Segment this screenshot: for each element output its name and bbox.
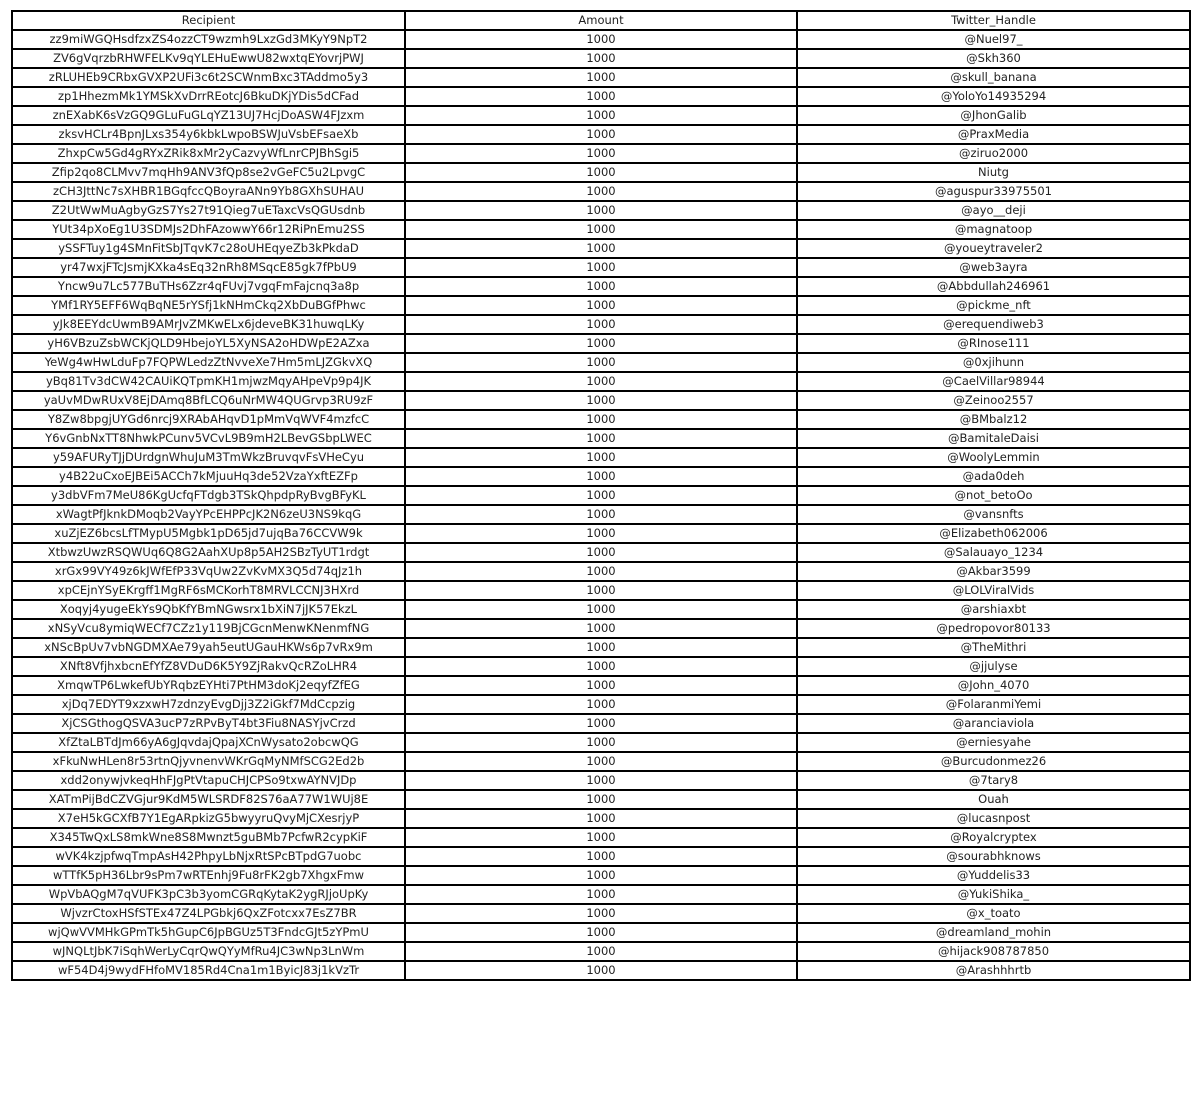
twitter-handle-cell: @John_4070 bbox=[797, 676, 1190, 695]
recipient-cell: XmqwTP6LwkefUbYRqbzEYHti7PtHM3doKj2eqyfZfEG bbox=[12, 676, 405, 695]
twitter-handle-cell: @youeytraveler2 bbox=[797, 239, 1190, 258]
recipient-cell: X7eH5kGCXfB7Y1EgARpkizG5bwyyruQvyMjCXesrjyP bbox=[12, 809, 405, 828]
amount-cell: 1000 bbox=[405, 353, 797, 372]
recipient-cell: XATmPijBdCZVGjur9KdM5WLSRDF82S76aA77W1WUj8E bbox=[12, 790, 405, 809]
twitter-handle-cell: @BamitaleDaisi bbox=[797, 429, 1190, 448]
table-row bbox=[12, 448, 1190, 467]
twitter-handle-cell: @x_toato bbox=[797, 904, 1190, 923]
recipient-cell: zCH3JttNc7sXHBR1BGqfccQBoyraANn9Yb8GXhSUHAU bbox=[12, 182, 405, 201]
table-row bbox=[12, 353, 1190, 372]
table-row bbox=[12, 334, 1190, 353]
amount-cell: 1000 bbox=[405, 68, 797, 87]
recipient-cell: XjCSGthogQSVA3ucP7zRPvByT4bt3Fiu8NASYjvCrzd bbox=[12, 714, 405, 733]
recipient-cell: wJNQLtJbK7iSqhWerLyCqrQwQYyMfRu4JC3wNp3LnWm bbox=[12, 942, 405, 961]
amount-cell: 1000 bbox=[405, 239, 797, 258]
twitter-handle-cell: @lucasnpost bbox=[797, 809, 1190, 828]
twitter-handle-cell: @Salauayo_1234 bbox=[797, 543, 1190, 562]
amount-cell: 1000 bbox=[405, 258, 797, 277]
twitter-handle-cell: @Akbar3599 bbox=[797, 562, 1190, 581]
twitter-handle-cell: @arshiaxbt bbox=[797, 600, 1190, 619]
table-row bbox=[12, 676, 1190, 695]
recipient-cell: xFkuNwHLen8r53rtnQjyvnenvWKrGqMyNMfSCG2Ed2b bbox=[12, 752, 405, 771]
twitter-handle-cell: @ayo__deji bbox=[797, 201, 1190, 220]
amount-cell: 1000 bbox=[405, 87, 797, 106]
amount-cell: 1000 bbox=[405, 790, 797, 809]
twitter-handle-cell: @Arashhhrtb bbox=[797, 961, 1190, 980]
table-row bbox=[12, 524, 1190, 543]
amount-cell: 1000 bbox=[405, 923, 797, 942]
table-row bbox=[12, 600, 1190, 619]
table-row bbox=[12, 657, 1190, 676]
amount-cell: 1000 bbox=[405, 676, 797, 695]
twitter-handle-cell: @Burcudonmez26 bbox=[797, 752, 1190, 771]
twitter-handle-cell: @ziruo2000 bbox=[797, 144, 1190, 163]
recipient-cell: wVK4kzjpfwqTmpAsH42PhpyLbNjxRtSPcBTpdG7uobc bbox=[12, 847, 405, 866]
recipient-cell: Z2UtWwMuAgbyGzS7Ys27t91Qieg7uETaxcVsQGUsdnb bbox=[12, 201, 405, 220]
recipient-cell: YeWg4wHwLduFp7FQPWLedzZtNvveXe7Hm5mLJZGkvXQ bbox=[12, 353, 405, 372]
amount-cell: 1000 bbox=[405, 486, 797, 505]
table-row bbox=[12, 562, 1190, 581]
recipient-cell: zp1HhezmMk1YMSkXvDrrREotcJ6BkuDKjYDis5dCFad bbox=[12, 87, 405, 106]
amount-cell: 1000 bbox=[405, 163, 797, 182]
amount-cell: 1000 bbox=[405, 600, 797, 619]
table-row bbox=[12, 49, 1190, 68]
amount-cell: 1000 bbox=[405, 296, 797, 315]
amount-cell: 1000 bbox=[405, 372, 797, 391]
recipient-table bbox=[11, 10, 1191, 981]
amount-cell: 1000 bbox=[405, 714, 797, 733]
table-row bbox=[12, 885, 1190, 904]
amount-cell: 1000 bbox=[405, 30, 797, 49]
recipient-cell: ySSFTuy1g4SMnFitSbJTqvK7c28oUHEqyeZb3kPkdaD bbox=[12, 239, 405, 258]
recipient-cell: Xoqyj4yugeEkYs9QbKfYBmNGwsrx1bXiN7jJK57EkzL bbox=[12, 600, 405, 619]
table-row bbox=[12, 106, 1190, 125]
recipient-cell: xpCEjnYSyEKrgff1MgRF6sMCKorhT8MRVLCCNJ3HXrd bbox=[12, 581, 405, 600]
twitter-handle-cell: @0xjihunn bbox=[797, 353, 1190, 372]
twitter-handle-cell: @ada0deh bbox=[797, 467, 1190, 486]
recipient-cell: xjDq7EDYT9xzxwH7zdnzyEvgDjj3Z2iGkf7MdCcpzig bbox=[12, 695, 405, 714]
table-row bbox=[12, 619, 1190, 638]
amount-cell: 1000 bbox=[405, 201, 797, 220]
table-row bbox=[12, 315, 1190, 334]
table-row bbox=[12, 961, 1190, 980]
table-row bbox=[12, 30, 1190, 49]
twitter-handle-cell: @not_betoOo bbox=[797, 486, 1190, 505]
amount-cell: 1000 bbox=[405, 277, 797, 296]
table-row bbox=[12, 258, 1190, 277]
table-row bbox=[12, 714, 1190, 733]
twitter-handle-cell: @hijack908787850 bbox=[797, 942, 1190, 961]
amount-cell: 1000 bbox=[405, 771, 797, 790]
table-header bbox=[12, 11, 1190, 30]
table-row bbox=[12, 904, 1190, 923]
recipient-cell: YMf1RY5EFF6WqBqNE5rYSfj1kNHmCkq2XbDuBGfPhwc bbox=[12, 296, 405, 315]
twitter-handle-cell: @Elizabeth062006 bbox=[797, 524, 1190, 543]
recipient-cell: xNSyVcu8ymiqWECf7CZz1y119BjCGcnMenwKNenmfNG bbox=[12, 619, 405, 638]
column-header-recipient: Recipient bbox=[12, 11, 405, 30]
table-row bbox=[12, 429, 1190, 448]
table-row bbox=[12, 771, 1190, 790]
twitter-handle-cell: @RInose111 bbox=[797, 334, 1190, 353]
amount-cell: 1000 bbox=[405, 220, 797, 239]
twitter-handle-cell: @Skh360 bbox=[797, 49, 1190, 68]
twitter-handle-cell: @TheMithri bbox=[797, 638, 1190, 657]
amount-cell: 1000 bbox=[405, 752, 797, 771]
recipient-cell: Y6vGnbNxTT8NhwkPCunv5VCvL9B9mH2LBevGSbpLWEC bbox=[12, 429, 405, 448]
amount-cell: 1000 bbox=[405, 448, 797, 467]
table-row bbox=[12, 638, 1190, 657]
amount-cell: 1000 bbox=[405, 505, 797, 524]
recipient-cell: yBq81Tv3dCW42CAUiKQTpmKH1mjwzMqyAHpeVp9p4JK bbox=[12, 372, 405, 391]
recipient-cell: XfZtaLBTdJm66yA6gJqvdajQpajXCnWysato2obcwQG bbox=[12, 733, 405, 752]
recipient-cell: zz9miWGQHsdfzxZS4ozzCT9wzmh9LxzGd3MKyY9NpT2 bbox=[12, 30, 405, 49]
table-row bbox=[12, 942, 1190, 961]
header-row bbox=[12, 11, 1190, 30]
amount-cell: 1000 bbox=[405, 961, 797, 980]
amount-cell: 1000 bbox=[405, 942, 797, 961]
table-row bbox=[12, 505, 1190, 524]
twitter-handle-cell: @web3ayra bbox=[797, 258, 1190, 277]
amount-cell: 1000 bbox=[405, 562, 797, 581]
recipient-cell: y3dbVFm7MeU86KgUcfqFTdgb3TSkQhpdpRyBvgBFyKL bbox=[12, 486, 405, 505]
table-row bbox=[12, 87, 1190, 106]
amount-cell: 1000 bbox=[405, 106, 797, 125]
table-row bbox=[12, 391, 1190, 410]
twitter-handle-cell: @vansnfts bbox=[797, 505, 1190, 524]
twitter-handle-cell: @CaelVillar98944 bbox=[797, 372, 1190, 391]
table-row bbox=[12, 277, 1190, 296]
amount-cell: 1000 bbox=[405, 144, 797, 163]
recipient-cell: WpVbAQgM7qVUFK3pC3b3yomCGRqKytaK2ygRJjoUpKy bbox=[12, 885, 405, 904]
table-row bbox=[12, 581, 1190, 600]
twitter-handle-cell: Niutg bbox=[797, 163, 1190, 182]
recipient-cell: ZhxpCw5Gd4gRYxZRik8xMr2yCazvyWfLnrCPJBhSgi5 bbox=[12, 144, 405, 163]
twitter-handle-cell: @dreamland_mohin bbox=[797, 923, 1190, 942]
table-row bbox=[12, 486, 1190, 505]
table-row bbox=[12, 239, 1190, 258]
amount-cell: 1000 bbox=[405, 543, 797, 562]
twitter-handle-cell: @erequendiweb3 bbox=[797, 315, 1190, 334]
amount-cell: 1000 bbox=[405, 847, 797, 866]
recipient-cell: XNft8VfjhxbcnEfYfZ8VDuD6K5Y9ZjRakvQcRZoLHR4 bbox=[12, 657, 405, 676]
twitter-handle-cell: @Nuel97_ bbox=[797, 30, 1190, 49]
recipient-cell: y59AFURyTJjDUrdgnWhuJuM3TmWkzBruvqvFsVHeCyu bbox=[12, 448, 405, 467]
amount-cell: 1000 bbox=[405, 334, 797, 353]
recipient-cell: xuZjEZ6bcsLfTMypU5Mgbk1pD65jd7ujqBa76CCVW9k bbox=[12, 524, 405, 543]
table-row bbox=[12, 144, 1190, 163]
recipient-cell: xNScBpUv7vbNGDMXAe79yah5eutUGauHKWs6p7vRx9m bbox=[12, 638, 405, 657]
table-row bbox=[12, 296, 1190, 315]
twitter-handle-cell: @erniesyahe bbox=[797, 733, 1190, 752]
table-row bbox=[12, 866, 1190, 885]
recipient-cell: yr47wxjFTcJsmjKXka4sEq32nRh8MSqcE85gk7fPbU9 bbox=[12, 258, 405, 277]
table-row bbox=[12, 809, 1190, 828]
recipient-cell: Zfip2qo8CLMvv7mqHh9ANV3fQp8se2vGeFC5u2LpvgC bbox=[12, 163, 405, 182]
amount-cell: 1000 bbox=[405, 581, 797, 600]
recipient-cell: wTTfK5pH36Lbr9sPm7wRTEnhj9Fu8rFK2gb7XhgxFmw bbox=[12, 866, 405, 885]
recipient-cell: XtbwzUwzRSQWUq6Q8G2AahXUp8p5AH2SBzTyUT1rdgt bbox=[12, 543, 405, 562]
recipient-cell: WjvzrCtoxHSfSTEx47Z4LPGbkj6QxZFotcxx7EsZ7BR bbox=[12, 904, 405, 923]
amount-cell: 1000 bbox=[405, 315, 797, 334]
table-row bbox=[12, 68, 1190, 87]
recipient-cell: yH6VBzuZsbWCKjQLD9HbejoYL5XyNSA2oHDWpE2AZxa bbox=[12, 334, 405, 353]
recipient-cell: znEXabK6sVzGQ9GLuFuGLqYZ13UJ7HcjDoASW4FJzxm bbox=[12, 106, 405, 125]
amount-cell: 1000 bbox=[405, 638, 797, 657]
amount-cell: 1000 bbox=[405, 125, 797, 144]
recipient-cell: ZV6gVqrzbRHWFELKv9qYLEHuEwwU82wxtqEYovrjPWJ bbox=[12, 49, 405, 68]
twitter-handle-cell: @aranciaviola bbox=[797, 714, 1190, 733]
twitter-handle-cell: @jjulyse bbox=[797, 657, 1190, 676]
amount-cell: 1000 bbox=[405, 828, 797, 847]
amount-cell: 1000 bbox=[405, 657, 797, 676]
table-row bbox=[12, 125, 1190, 144]
twitter-handle-cell: @aguspur33975501 bbox=[797, 182, 1190, 201]
amount-cell: 1000 bbox=[405, 885, 797, 904]
amount-cell: 1000 bbox=[405, 182, 797, 201]
recipient-cell: wjQwVVMHkGPmTk5hGupC6JpBGUz5T3FndcGJt5zYPmU bbox=[12, 923, 405, 942]
table-row bbox=[12, 220, 1190, 239]
twitter-handle-cell: @FolaranmiYemi bbox=[797, 695, 1190, 714]
twitter-handle-cell: @Royalcryptex bbox=[797, 828, 1190, 847]
amount-cell: 1000 bbox=[405, 733, 797, 752]
table-row bbox=[12, 923, 1190, 942]
amount-cell: 1000 bbox=[405, 429, 797, 448]
amount-cell: 1000 bbox=[405, 809, 797, 828]
table-row bbox=[12, 410, 1190, 429]
twitter-handle-cell: @WoolyLemmin bbox=[797, 448, 1190, 467]
recipient-cell: Yncw9u7Lc577BuTHs6Zzr4qFUvj7vgqFmFajcnq3a8p bbox=[12, 277, 405, 296]
table-row bbox=[12, 201, 1190, 220]
recipient-cell: zRLUHEb9CRbxGVXP2UFi3c6t2SCWnmBxc3TAddmo5y3 bbox=[12, 68, 405, 87]
table-row bbox=[12, 847, 1190, 866]
twitter-handle-cell: @skull_banana bbox=[797, 68, 1190, 87]
amount-cell: 1000 bbox=[405, 391, 797, 410]
table-row bbox=[12, 828, 1190, 847]
recipient-cell: wF54D4j9wydFHfoMV185Rd4Cna1m1ByicJ83j1kVzTr bbox=[12, 961, 405, 980]
amount-cell: 1000 bbox=[405, 524, 797, 543]
twitter-handle-cell: Ouah bbox=[797, 790, 1190, 809]
recipient-cell: xrGx99VY49z6kJWfEfP33VqUw2ZvKvMX3Q5d74qJz1h bbox=[12, 562, 405, 581]
table-row bbox=[12, 543, 1190, 562]
recipient-cell: yaUvMDwRUxV8EjDAmq8BfLCQ6uNrMW4QUGrvp3RU9zF bbox=[12, 391, 405, 410]
amount-cell: 1000 bbox=[405, 695, 797, 714]
twitter-handle-cell: @Abbdullah246961 bbox=[797, 277, 1190, 296]
recipient-cell: X345TwQxLS8mkWne8S8Mwnzt5guBMb7PcfwR2cypKiF bbox=[12, 828, 405, 847]
amount-cell: 1000 bbox=[405, 619, 797, 638]
twitter-handle-cell: @LOLViralVids bbox=[797, 581, 1190, 600]
amount-cell: 1000 bbox=[405, 904, 797, 923]
recipient-cell: xWagtPfJknkDMoqb2VayYPcEHPPcJK2N6zeU3NS9kqG bbox=[12, 505, 405, 524]
column-header-amount: Amount bbox=[405, 11, 797, 30]
recipient-cell: zksvHCLr4BpnJLxs354y6kbkLwpoBSWJuVsbEFsaeXb bbox=[12, 125, 405, 144]
twitter-handle-cell: @YukiShika_ bbox=[797, 885, 1190, 904]
twitter-handle-cell: @JhonGalib bbox=[797, 106, 1190, 125]
table-row bbox=[12, 695, 1190, 714]
table-row bbox=[12, 163, 1190, 182]
amount-cell: 1000 bbox=[405, 467, 797, 486]
column-header-twitter-handle: Twitter_Handle bbox=[797, 11, 1190, 30]
twitter-handle-cell: @Zeinoo2557 bbox=[797, 391, 1190, 410]
recipient-cell: yJk8EEYdcUwmB9AMrJvZMKwELx6jdeveBK31huwqLKy bbox=[12, 315, 405, 334]
recipient-cell: xdd2onywjvkeqHhFJgPtVtapuCHJCPSo9txwAYNVJDp bbox=[12, 771, 405, 790]
amount-cell: 1000 bbox=[405, 866, 797, 885]
twitter-handle-cell: @Yuddelis33 bbox=[797, 866, 1190, 885]
table-row bbox=[12, 182, 1190, 201]
amount-cell: 1000 bbox=[405, 49, 797, 68]
twitter-handle-cell: @sourabhknows bbox=[797, 847, 1190, 866]
recipient-cell: y4B22uCxoEJBEi5ACCh7kMjuuHq3de52VzaYxftEZFp bbox=[12, 467, 405, 486]
table-row bbox=[12, 372, 1190, 391]
twitter-handle-cell: @pickme_nft bbox=[797, 296, 1190, 315]
amount-cell: 1000 bbox=[405, 410, 797, 429]
table-row bbox=[12, 733, 1190, 752]
twitter-handle-cell: @pedropovor80133 bbox=[797, 619, 1190, 638]
twitter-handle-cell: @PraxMedia bbox=[797, 125, 1190, 144]
table-row bbox=[12, 790, 1190, 809]
twitter-handle-cell: @BMbalz12 bbox=[797, 410, 1190, 429]
twitter-handle-cell: @magnatoop bbox=[797, 220, 1190, 239]
table-row bbox=[12, 752, 1190, 771]
table-row bbox=[12, 467, 1190, 486]
twitter-handle-cell: @YoloYo14935294 bbox=[797, 87, 1190, 106]
table-body bbox=[12, 30, 1190, 980]
twitter-handle-cell: @7tary8 bbox=[797, 771, 1190, 790]
recipient-cell: Y8Zw8bpgjUYGd6nrcj9XRAbAHqvD1pMmVqWVF4mzfcC bbox=[12, 410, 405, 429]
recipient-cell: YUt34pXoEg1U3SDMJs2DhFAzowwY66r12RiPnEmu2SS bbox=[12, 220, 405, 239]
